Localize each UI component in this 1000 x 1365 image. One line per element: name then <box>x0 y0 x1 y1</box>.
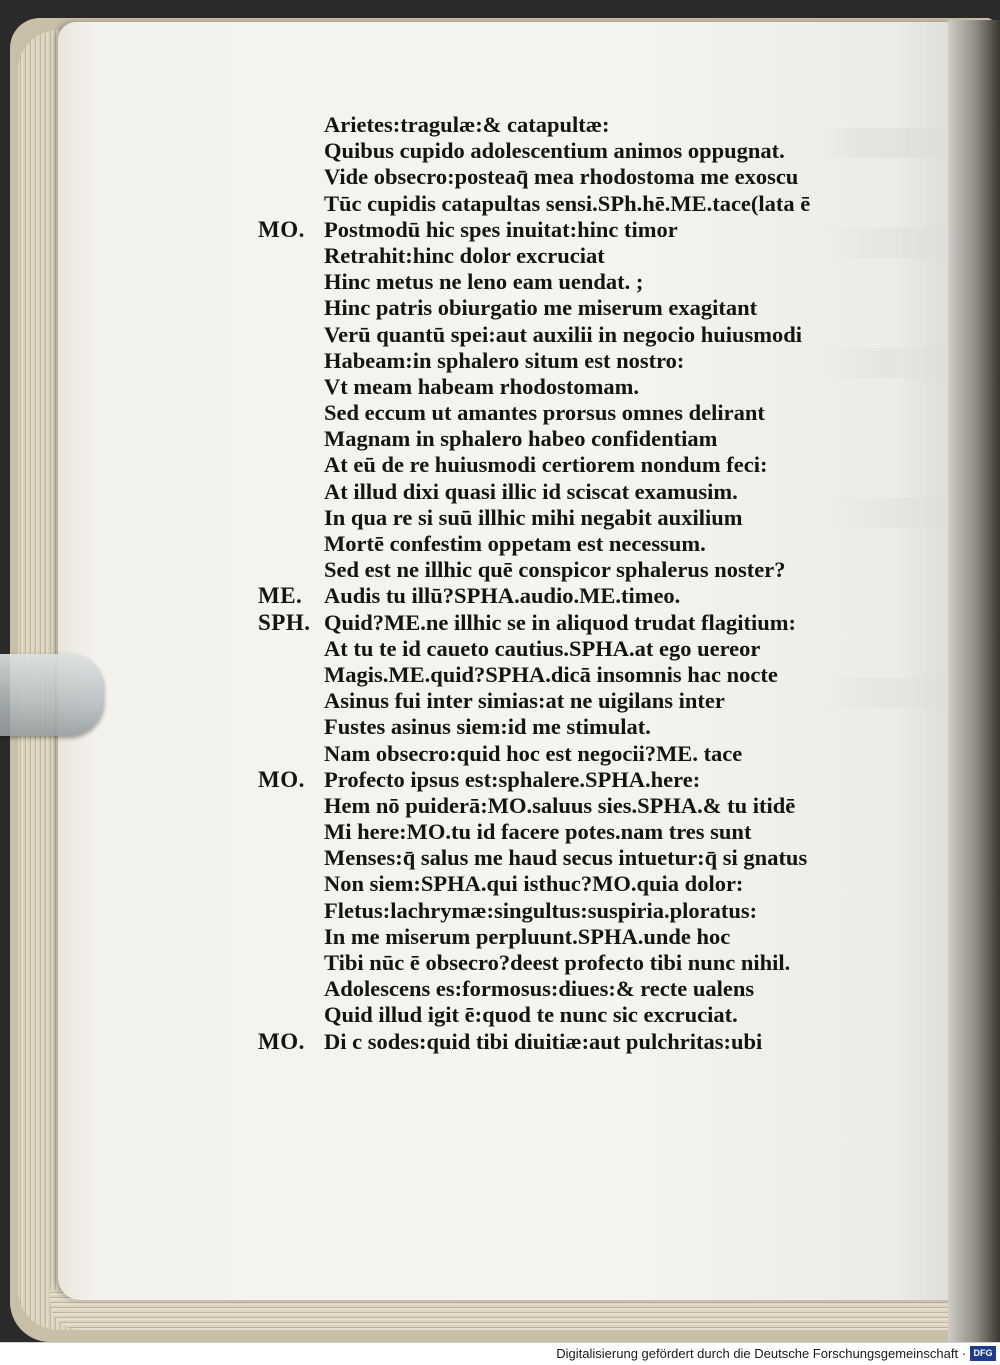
line-text: Di c sodes:quid tibi diuitiæ:aut pulchritas:ubi <box>324 1028 763 1054</box>
line-text: Asinus fui inter simias:at ne uigilans inter <box>324 688 725 714</box>
text-line <box>260 767 900 793</box>
text-line <box>260 505 900 531</box>
text-line <box>260 322 900 348</box>
text-line <box>260 662 900 688</box>
text-line <box>260 348 900 374</box>
text-line <box>260 1029 900 1055</box>
line-text: Arietes:tragulæ:& catapultæ: <box>324 112 610 137</box>
line-text: Verū quantū spei:aut auxilii in negocio huiusmodi <box>324 321 803 347</box>
text-line <box>260 636 900 662</box>
speaker-label: ME. <box>258 583 303 609</box>
line-text: Non siem:SPHA.qui isthuc?MO.quia dolor: <box>324 871 744 897</box>
line-text: In qua re si suū illhic mihi negabit auxilium <box>324 504 743 530</box>
dfg-logo: DFG <box>970 1346 996 1361</box>
line-text: Quid illud igit ē:quod te nunc sic excruciat. <box>324 1002 738 1028</box>
line-text: Fletus:lachrymæ:singultus:suspiria.ploratus: <box>324 897 758 923</box>
text-line <box>260 191 900 217</box>
line-text: In me miserum perpluunt.SPHA.unde hoc <box>324 923 731 949</box>
line-text: Hem nō puiderā:MO.saluus sies.SPHA.& tu itidē <box>324 792 796 818</box>
text-line <box>260 295 900 321</box>
line-text: Vide obsecro:posteaq̄ mea rhodostoma me exoscu <box>324 164 799 190</box>
text-line <box>260 269 900 295</box>
line-text: Profecto ipsus est:sphalere.SPHA.here: <box>324 766 701 792</box>
line-text: Hinc metus ne leno eam uendat. ; <box>324 269 644 295</box>
line-text: Mortē confestim oppetam est necessum. <box>324 531 706 556</box>
text-line <box>260 557 900 583</box>
text-line <box>260 950 900 976</box>
text-line <box>260 976 900 1002</box>
line-text: Tibi nūc ē obsecro?deest profecto tibi nunc nihil. <box>324 950 791 975</box>
line-text: Habeam:in sphalero situm est nostro: <box>324 347 685 373</box>
line-text: Mi here:MO.tu id facere potes.nam tres sunt <box>324 819 752 845</box>
text-line <box>260 426 900 452</box>
text-line <box>260 400 900 426</box>
text-line <box>260 479 900 505</box>
line-text: Tūc cupidis catapultas sensi.SPh.hē.ME.tace(lata ē <box>324 190 811 216</box>
text-line <box>260 741 900 767</box>
text-line <box>260 1002 900 1028</box>
footer-bar <box>0 1342 1000 1365</box>
line-text: Magis.ME.quid?SPHA.dicā insomnis hac nocte <box>324 661 778 687</box>
text-line <box>260 452 900 478</box>
line-text: Retrahit:hinc dolor excruciat <box>324 242 605 268</box>
line-text: Postmodū hic spes inuitat:hinc timor <box>324 216 678 242</box>
line-text: Quibus cupido adolescentium animos oppugnat. <box>324 138 785 164</box>
text-line <box>260 374 900 400</box>
text-line <box>260 898 900 924</box>
text-line <box>260 112 900 138</box>
text-line <box>260 688 900 714</box>
line-text: Hinc patris obiurgatio me miserum exagitant <box>324 295 758 321</box>
line-text: Sed est ne illhic quē conspicor sphalerus noster? <box>324 557 786 583</box>
footer-credit: Digitalisierung gefördert durch die Deutsche Forschungsgemeinschaft · <box>556 1346 966 1361</box>
text-line <box>260 583 900 609</box>
line-text: Sed eccum ut amantes prorsus omnes delirant <box>324 400 765 426</box>
line-text: At tu te id caueto cautius.SPHA.at ego uereor <box>324 635 761 661</box>
text-line <box>260 610 900 636</box>
text-line <box>260 243 900 269</box>
text-line <box>260 714 900 740</box>
text-line <box>260 819 900 845</box>
text-line <box>260 217 900 243</box>
line-text: Vt meam habeam rhodostomam. <box>324 373 639 399</box>
text-line <box>260 531 900 557</box>
text-line <box>260 924 900 950</box>
text-block <box>260 112 900 1055</box>
text-line <box>260 845 900 871</box>
text-line <box>260 164 900 190</box>
line-text: Adolescens es:formosus:diues:& recte ualens <box>324 976 755 1002</box>
speaker-label: MO. <box>258 1028 305 1054</box>
text-line <box>260 871 900 897</box>
line-text: Quid?ME.ne illhic se in aliquod trudat flagitium: <box>324 609 796 635</box>
text-line <box>260 138 900 164</box>
line-text: Menses:q̄ salus me haud secus intuetur:q̄ si gnatus <box>324 845 808 871</box>
plastic-strap <box>0 654 104 736</box>
line-text: Fustes asinus siem:id me stimulat. <box>324 714 651 740</box>
line-text: Audis tu illū?SPHA.audio.ME.timeo. <box>324 583 681 609</box>
text-line <box>260 793 900 819</box>
speaker-label: MO. <box>258 216 305 242</box>
speaker-label: MO. <box>258 766 305 792</box>
line-text: Magnam in sphalero habeo confidentiam <box>324 426 718 452</box>
line-text: At illud dixi quasi illic id sciscat examusim. <box>324 478 738 504</box>
speaker-label: SPH. <box>258 609 311 635</box>
line-text: Nam obsecro:quid hoc est negocii?ME. tace <box>324 740 743 766</box>
line-text: At eū de re huiusmodi certiorem nondum feci: <box>324 452 768 478</box>
